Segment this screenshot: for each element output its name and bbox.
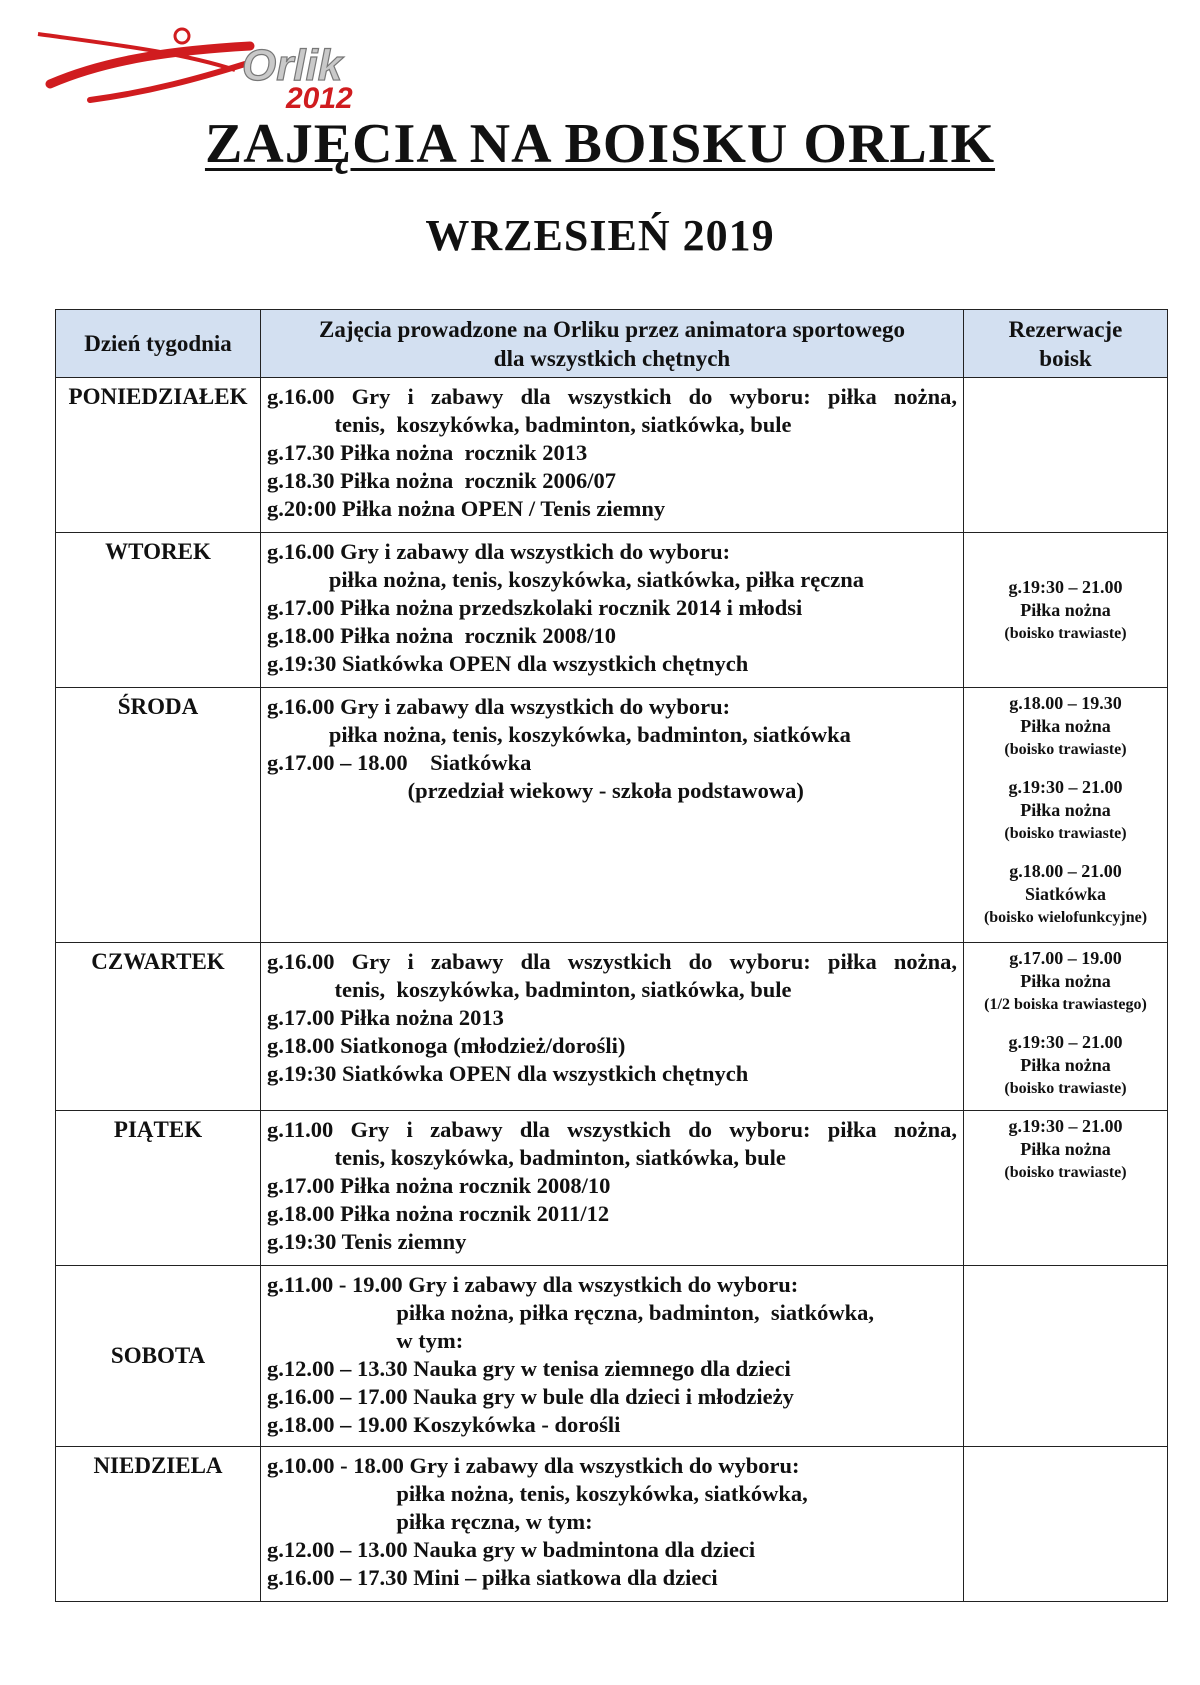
activity-line: g.10.00 - 18.00 Gry i zabawy dla wszystkich do wyboru:: [267, 1453, 800, 1478]
activity-line: g.16.00 Gry i zabawy dla wszystkich do wyboru:: [267, 539, 731, 564]
reservation-sport: Piłka nożna: [1020, 971, 1111, 991]
reservation-block: [966, 947, 1165, 1016]
activity-line: g.18.00 Piłka nożna rocznik 2008/10: [267, 623, 616, 648]
page-title: ZAJĘCIA NA BOISKU ORLIK: [204, 113, 996, 175]
reservation-sport: Siatkówka: [1024, 884, 1107, 904]
table-row: [56, 1111, 1168, 1266]
table-row: [56, 943, 1168, 1111]
activities-cell: [261, 533, 964, 688]
reservation-sport: Piłka nożna: [1020, 1055, 1111, 1075]
reservation-note: (boisko wielofunkcyjne): [983, 909, 1148, 926]
activity-line: g.18.00 – 19.00 Koszykówka - dorośli: [267, 1412, 621, 1437]
reservation-time: g.18.00 – 21.00: [1009, 861, 1122, 881]
table-row: [56, 1266, 1168, 1447]
activity-line: tenis, koszykówka, badminton, siatkówka, bule: [267, 412, 792, 437]
activities-cell: [261, 688, 964, 943]
reservation-block: [966, 860, 1165, 929]
table-header-row: [56, 310, 1168, 378]
activity-line: piłka ręczna, w tym:: [267, 1509, 593, 1534]
reservation-note: (boisko trawiaste): [1004, 825, 1127, 842]
activity-line: g.17.00 Piłka nożna rocznik 2008/10: [267, 1173, 611, 1198]
activities-cell: [261, 1266, 964, 1447]
reservation-block: [966, 1031, 1165, 1100]
activity-line: w tym:: [267, 1328, 464, 1353]
activity-line: g.18.00 Piłka nożna rocznik 2011/12: [267, 1201, 610, 1226]
activity-line: piłka nożna, piłka ręczna, badminton, siatkówka,: [267, 1300, 874, 1325]
reservations-cell: [964, 533, 1168, 688]
activity-line: g.20:00 Piłka nożna OPEN / Tenis ziemny: [267, 496, 666, 521]
header-reservations: Rezerwacje boisk: [964, 310, 1168, 378]
activity-line: g.16.00 – 17.30 Mini – piłka siatkowa dla dzieci: [267, 1565, 718, 1590]
activity-line: piłka nożna, tenis, koszykówka, badminton, siatkówka: [267, 722, 851, 747]
activity-line: piłka nożna, tenis, koszykówka, siatkówka, piłka ręczna: [267, 567, 864, 592]
activity-line: tenis, koszykówka, badminton, siatkówka, bule: [267, 1145, 786, 1170]
day-cell: PIĄTEK: [56, 1111, 261, 1266]
reservations-cell: [964, 943, 1168, 1111]
day-cell: SOBOTA: [56, 1266, 261, 1447]
reservation-note: (boisko trawiaste): [1004, 1080, 1127, 1097]
reservations-cell: [964, 1111, 1168, 1266]
table-row: [56, 533, 1168, 688]
reservation-sport: Piłka nożna: [1020, 716, 1111, 736]
reservation-note: (boisko trawiaste): [1004, 624, 1127, 642]
activity-line: g.17.00 Piłka nożna przedszkolaki rocznik 2014 i młodsi: [267, 595, 803, 620]
activity-line: g.17.00 Piłka nożna 2013: [267, 1005, 504, 1030]
activity-line: g.18.30 Piłka nożna rocznik 2006/07: [267, 468, 616, 493]
day-cell: CZWARTEK: [56, 943, 261, 1111]
header-activities: Zajęcia prowadzone na Orliku przez animatora sportowego dla wszystkich chętnych: [261, 310, 964, 378]
activity-line: g.11.00 - 19.00 Gry i zabawy dla wszystkich do wyboru:: [267, 1272, 799, 1297]
reservation-sport: Piłka nożna: [1020, 599, 1111, 620]
orlik-logo: [30, 22, 420, 112]
reservation-time: g.19:30 – 21.00: [1008, 576, 1123, 597]
reservations-cell: [964, 378, 1168, 533]
day-cell: ŚRODA: [56, 688, 261, 943]
reservation-note: (boisko trawiaste): [1004, 1164, 1127, 1181]
page-subtitle: WRZESIEŃ 2019: [425, 211, 775, 260]
activity-line: g.18.00 Siatkonoga (młodzież/dorośli): [267, 1033, 626, 1058]
day-cell: NIEDZIELA: [56, 1447, 261, 1602]
activity-line: g.16.00 Gry i zabawy dla wszystkich do wyboru: piłka nożna,: [267, 384, 957, 409]
table-row: [56, 378, 1168, 533]
reservation-block: [966, 1115, 1165, 1184]
reservation-sport: Piłka nożna: [1020, 1139, 1111, 1159]
reservations-cell: [964, 1447, 1168, 1602]
day-cell: PONIEDZIAŁEK: [56, 378, 261, 533]
table-row: [56, 1447, 1168, 1602]
reservation-block: [966, 692, 1165, 761]
day-cell: WTOREK: [56, 533, 261, 688]
activity-line: g.19:30 Siatkówka OPEN dla wszystkich chętnych: [267, 1061, 749, 1086]
reservations-cell: [964, 688, 1168, 943]
activity-line: g.17.30 Piłka nożna rocznik 2013: [267, 440, 588, 465]
activity-line: g.19:30 Tenis ziemny: [267, 1229, 467, 1254]
reservation-time: g.19:30 – 21.00: [1008, 777, 1123, 797]
activity-line: (przedział wiekowy - szkoła podstawowa): [267, 778, 804, 803]
activities-cell: [261, 943, 964, 1111]
activity-line: g.11.00 Gry i zabawy dla wszystkich do wyboru: piłka nożna,: [267, 1117, 957, 1142]
reservation-note: (1/2 boiska trawiastego): [984, 996, 1147, 1013]
activity-line: piłka nożna, tenis, koszykówka, siatkówka,: [267, 1481, 808, 1506]
activities-cell: [261, 378, 964, 533]
activity-line: g.16.00 Gry i zabawy dla wszystkich do wyboru: piłka nożna,: [267, 949, 957, 974]
reservation-note: (boisko trawiaste): [1004, 741, 1127, 758]
reservation-sport: Piłka nożna: [1020, 800, 1111, 820]
reservation-block: [966, 776, 1165, 845]
activity-line: g.17.00 – 18.00 Siatkówka: [267, 750, 532, 775]
reservation-block: [966, 576, 1165, 645]
activities-cell: [261, 1111, 964, 1266]
reservation-time: g.19:30 – 21.00: [1008, 1116, 1123, 1136]
reservation-time: g.18.00 – 19.30: [1009, 693, 1122, 713]
activity-line: g.19:30 Siatkówka OPEN dla wszystkich chętnych: [267, 651, 749, 676]
schedule-table: [55, 309, 1168, 1602]
activity-line: g.12.00 – 13.30 Nauka gry w tenisa ziemnego dla dzieci: [267, 1356, 791, 1381]
reservation-time: g.19:30 – 21.00: [1008, 1032, 1123, 1052]
logo-year: 2012: [286, 82, 353, 112]
reservation-time: g.17.00 – 19.00: [1009, 948, 1122, 968]
logo-wordmark: Orlik: [242, 41, 343, 90]
activity-line: g.16.00 Gry i zabawy dla wszystkich do wyboru:: [267, 694, 731, 719]
reservations-cell: [964, 1266, 1168, 1447]
activity-line: g.12.00 – 13.00 Nauka gry w badmintona dla dzieci: [267, 1537, 756, 1562]
activities-cell: [261, 1447, 964, 1602]
header-day: Dzień tygodnia: [56, 310, 261, 378]
activity-line: tenis, koszykówka, badminton, siatkówka, bule: [267, 977, 792, 1002]
table-row: [56, 688, 1168, 943]
activity-line: g.16.00 – 17.00 Nauka gry w bule dla dzieci i młodzieży: [267, 1384, 794, 1409]
